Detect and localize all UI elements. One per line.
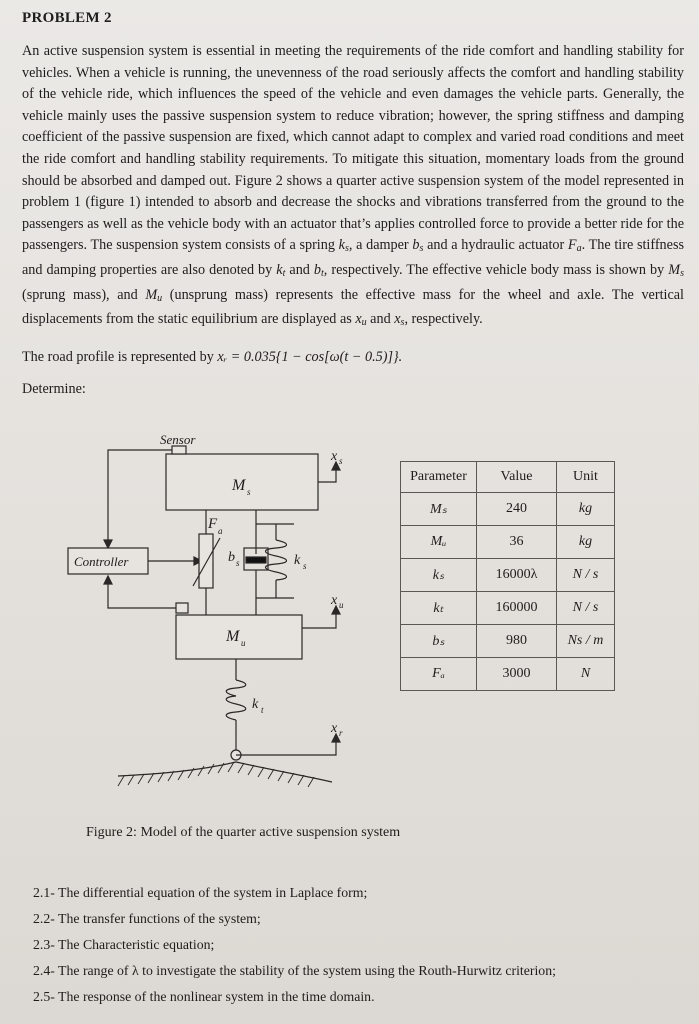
param-name: kₜ	[401, 592, 477, 625]
param-name: Mᵤ	[401, 526, 477, 559]
xr-label: x	[331, 721, 338, 736]
svg-text:r: r	[339, 728, 343, 738]
param-unit: kg	[557, 526, 615, 559]
questions-list	[33, 880, 693, 1010]
xu-label: x	[331, 593, 338, 608]
param-value: 160000	[477, 592, 557, 625]
determine-heading: Determine:	[22, 381, 86, 397]
param-value: 36	[477, 526, 557, 559]
road-profile-formula: xᵣ = 0.035{1 − cos[ω(t − 0.5)]}.	[217, 349, 403, 365]
svg-text:s: s	[339, 456, 343, 466]
parameter-table	[400, 461, 615, 691]
svg-text:s: s	[247, 487, 251, 497]
problem-description: An active suspension system is essential in meeting the requirements of the ride comfort and handling stability for vehicles. When a vehicle is running, the unevenness of the road seriously affects the comfort and handling stability of the vehicle ride, which influences the speed of the vehicle and even damages the vehicle parts. Generally, the vehicle mainly uses the passive suspension system to reduce vibration; however, the spring stiffness and damping coefficient of the passive suspension are fixed, which cannot adapt to complex and varied road conditions and meet the ride comfort and handling stability requirements. To mitigate this situation, momentary loads from the ground should be absorbed and damped out. Figure 2 shows a quarter active suspension system of the model represented in problem 1 (figure 1) intended to absorb and decrease the shocks and vibrations transferred from the ground to the passengers as well as the vehicle body with an actuator that’s applies controlled force to provide a better ride for the passengers. The suspension system consists of a spring $k_s$, a damper $b_s$ and a hydraulic actuator $F_a$. The tire stiffness and damping properties are also denoted by $k_t$ and $b_t$, respectively. The effective vehicle body mass is shown by $M_s$ (sprung mass), and $M_u$ (unsprung mass) represents the effective mass for the wheel and axle. The vertical displacements from the static equilibrium are displayed as $x_u$ and $x_s$, respectively.	[22, 43, 684, 329]
svg-text:t: t	[261, 705, 264, 715]
road-profile-line: The road profile is represented by xᵣ = 0.035{1 − cos[ω(t − 0.5)]}.	[22, 349, 403, 365]
table-row	[401, 526, 615, 559]
param-value: 16000λ	[477, 559, 557, 592]
param-value: 240	[477, 493, 557, 526]
sensor-wire	[108, 450, 172, 546]
svg-text:a: a	[218, 526, 223, 536]
xs-label: x	[331, 449, 338, 464]
fa-label: F	[208, 516, 218, 532]
list-item: 2.2- The transfer functions of the system;	[33, 911, 261, 926]
param-value: 3000	[477, 658, 557, 691]
problem-title: PROBLEM 2	[22, 10, 112, 26]
ks-label: k	[294, 553, 301, 568]
mu-label: M	[226, 628, 240, 645]
svg-text:u: u	[339, 600, 344, 610]
table-row	[401, 559, 615, 592]
figure-caption: Figure 2: Model of the quarter active suspension system	[86, 825, 401, 840]
list-item: 2.1- The differential equation of the system in Laplace form;	[33, 885, 368, 900]
header-parameter: Parameter	[401, 462, 477, 493]
controller-label: Controller	[74, 554, 129, 569]
svg-text:s: s	[236, 558, 240, 568]
actuator-body	[199, 534, 213, 588]
table-row	[401, 658, 615, 691]
table-row	[401, 592, 615, 625]
svg-text:u: u	[241, 638, 246, 648]
ms-label: M	[232, 477, 246, 494]
sensor-box	[172, 446, 186, 454]
suspension-diagram	[60, 420, 380, 820]
svg-text:s: s	[303, 561, 307, 571]
spring-ks	[266, 540, 287, 580]
param-value: 980	[477, 625, 557, 658]
table-row	[401, 625, 615, 658]
param-unit: kg	[557, 493, 615, 526]
list-item: 2.5- The response of the nonlinear system in the time domain.	[33, 989, 375, 1004]
bs-label: b	[228, 550, 235, 565]
header-value: Value	[477, 462, 557, 493]
spring-kt	[226, 680, 246, 720]
param-unit: N / s	[557, 592, 615, 625]
table-row	[401, 493, 615, 526]
feedback-wire	[108, 580, 176, 608]
param-name: Mₛ	[401, 493, 477, 526]
param-unit: N / s	[557, 559, 615, 592]
param-unit: Ns / m	[557, 625, 615, 658]
list-item: 2.4- The range of λ to investigate the stability of the system using the Routh-Hurwitz criterion;	[33, 963, 556, 978]
param-name: kₛ	[401, 559, 477, 592]
list-item: 2.3- The Characteristic equation;	[33, 937, 215, 952]
param-unit: N	[557, 658, 615, 691]
header-unit: Unit	[557, 462, 615, 493]
sensor-label: Sensor	[160, 432, 196, 447]
param-name: bₛ	[401, 625, 477, 658]
table-header-row	[401, 462, 615, 493]
kt-label: k	[252, 697, 259, 712]
param-name: Fₐ	[401, 658, 477, 691]
